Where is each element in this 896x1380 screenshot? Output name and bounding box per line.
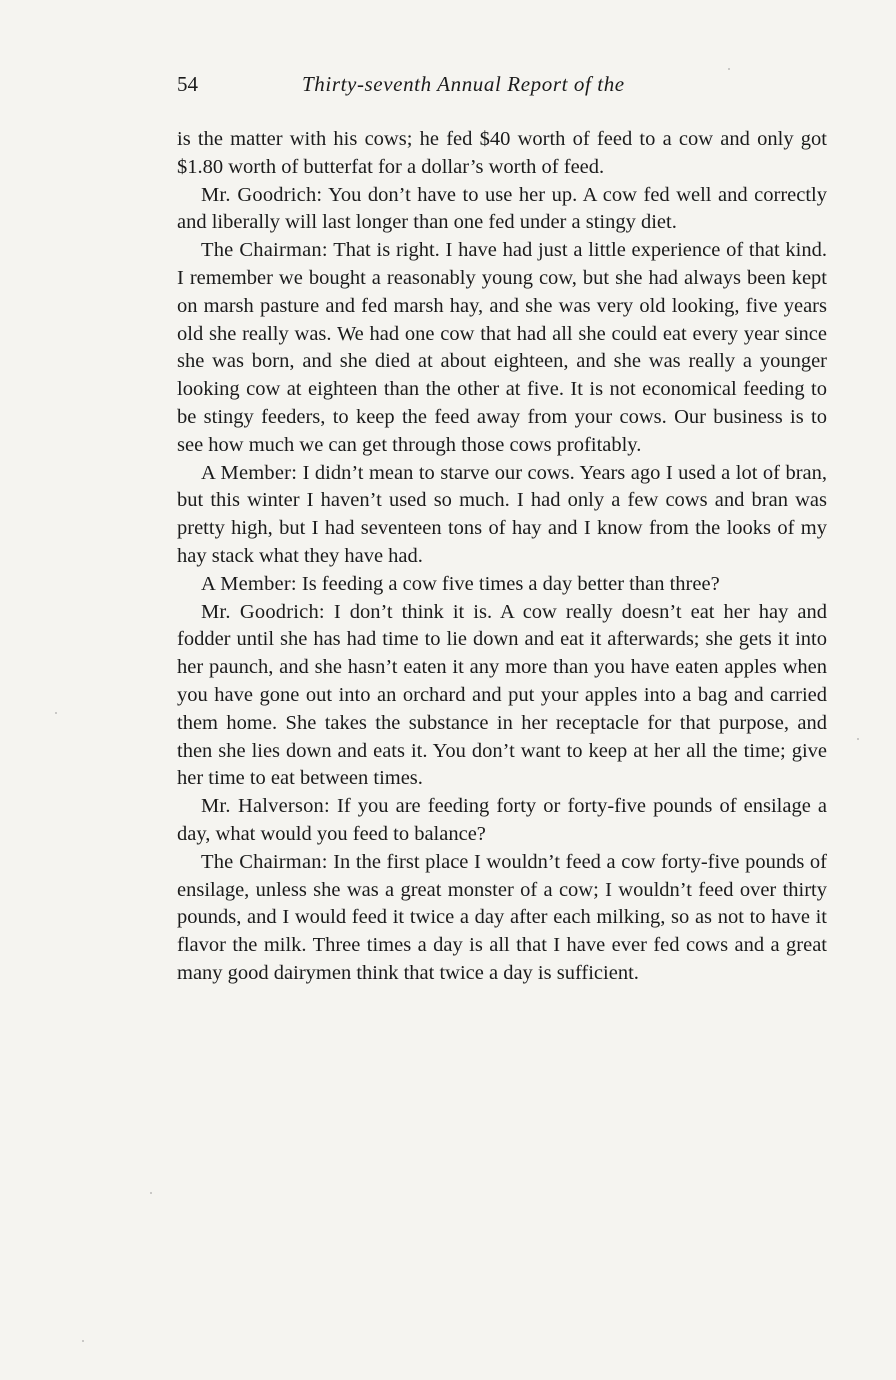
paper-speck <box>150 1192 152 1194</box>
paragraph-text: is the matter with his cows; he fed $40 worth of feed to a cow and only got $1.80 worth of butterfat for a dollar’s worth of feed. <box>177 128 827 178</box>
paragraph-text: In the first place I wouldn’t feed a cow forty-five pounds of ensilage, unless she was a great monster of a cow; I wouldn’t feed over thirty pounds, and I would feed it twice a day after each milking, so as not to have it flavor the milk. Three times a day is all that I have ever fed cows and a great many good dairymen think that twice a day is sufficient. <box>177 850 828 984</box>
paper-speck <box>728 68 730 70</box>
speaker-label: Mr. Halverson: <box>201 795 330 818</box>
page-header <box>177 72 827 104</box>
body-text <box>177 126 827 988</box>
paragraph-chairman-2 <box>177 849 827 988</box>
paragraph-goodrich-1 <box>177 182 827 238</box>
paragraph-text: I don’t think it is. A cow really doesn’t eat her hay and fodder until she has had time to lie down and eat it afterwards; she gets it into her paunch, and she hasn’t eaten it any more than you have eaten apples when you have gone out into an orchard and put your apples into a bag and carried them home. She takes the substance in her receptacle for that purpose, and then she lies down and eats it. You don’t want to keep at her all the time; give her time to eat between times. <box>177 600 827 790</box>
speaker-label: A Member: <box>201 572 297 595</box>
paper-speck <box>55 712 57 714</box>
paragraph-member-1 <box>177 460 827 571</box>
paper-speck <box>857 738 859 740</box>
paragraph-text: I didn’t mean to starve our cows. Years ago I used a lot of bran, but this winter I haven’t used so much. I had only a few cows and bran was pretty high, but I had seventeen tons of hay and I know from the looks of my hay stack what they have had. <box>177 461 827 567</box>
paragraph-text: You don’t have to use her up. A cow fed well and correctly and liberally will last longer than one fed under a stingy diet. <box>177 183 827 234</box>
paper-speck <box>82 1340 84 1342</box>
paragraph-text: If you are feeding forty or forty-five pounds of ensilage a day, what would you feed to balance? <box>177 795 827 845</box>
paragraph-goodrich-2 <box>177 599 827 794</box>
speaker-label: Mr. Goodrich: <box>201 600 325 623</box>
running-title: Thirty-seventh Annual Report of the <box>302 72 625 96</box>
paragraph-continuation <box>177 126 827 182</box>
paragraph-halverson <box>177 793 827 849</box>
paragraph-chairman-1 <box>177 237 827 459</box>
speaker-label: The Chairman: <box>201 850 328 873</box>
speaker-label: A Member: <box>201 461 298 484</box>
speaker-label: The Chairman: <box>201 239 328 262</box>
paragraph-text: That is right. I have had just a little experience of that kind. I remember we bought a reasonably young cow, but she had always been kept on marsh pasture and fed marsh hay, and she was very old looking, five years old she really was. We had one cow that had all she could eat every year since she was born, and she died at about eighteen, and she was really a younger looking cow at eighteen than the other at five. It is not economical feeding to be stingy feeders, to keep the feed away from your cows. Our business is to see how much we can get through those cows profitably. <box>177 239 828 456</box>
paragraph-text: Is feeding a cow five times a day better than three? <box>301 572 720 595</box>
paragraph-member-2 <box>177 571 827 599</box>
speaker-label: Mr. Goodrich: <box>201 183 323 206</box>
page-number: 54 <box>177 72 198 96</box>
